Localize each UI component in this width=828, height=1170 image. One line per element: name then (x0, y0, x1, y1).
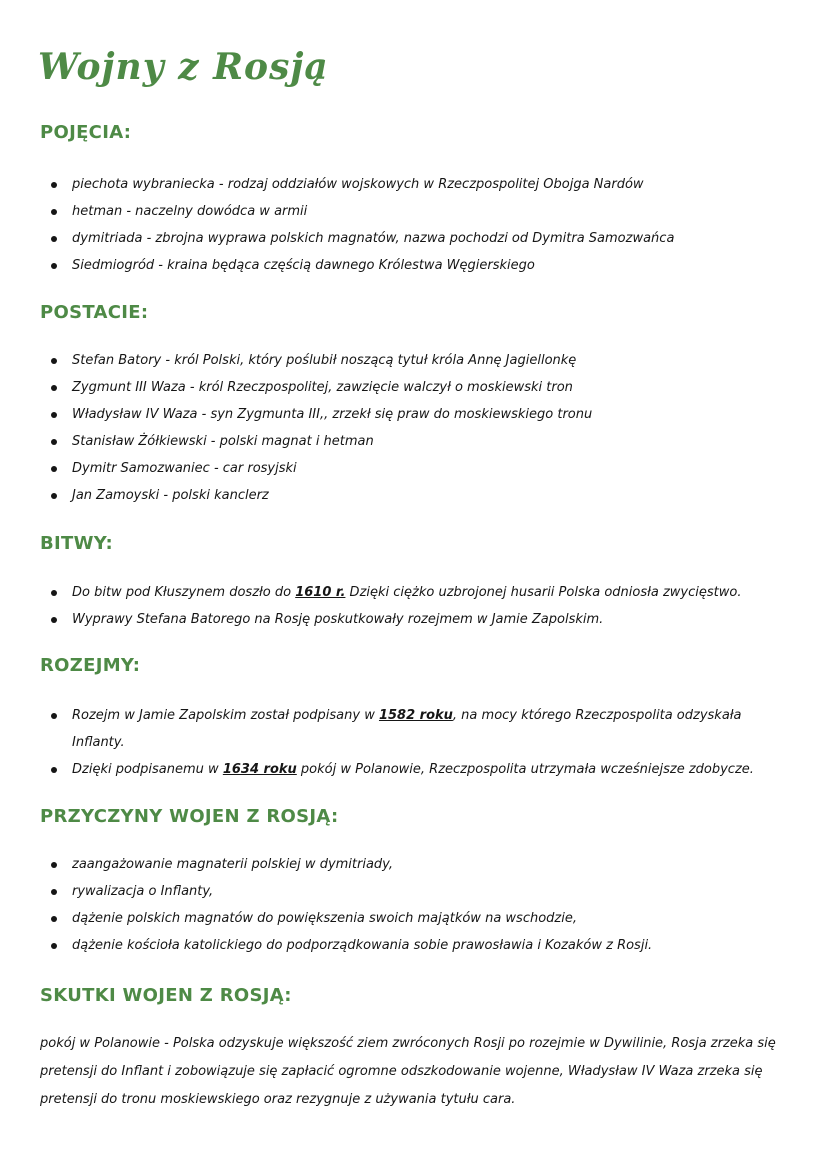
list-item: Stefan Batory - król Polski, który poślubił noszącą tytuł króla Annę Jagiellonkę (48, 347, 788, 374)
list-bitwy (48, 579, 788, 633)
list-item: Dymitr Samozwaniec - car rosyjski (48, 455, 788, 482)
heading-rozejmy: ROZEJMY: (40, 655, 141, 676)
list-item: Stanisław Żółkiewski - polski magnat i hetman (48, 428, 788, 455)
list-item-text: Rozejm w Jamie Zapolskim został podpisany w (72, 708, 379, 723)
list-item: piechota wybraniecka - rodzaj oddziałów wojskowych w Rzeczpospolitej Obojga Nardów (48, 171, 788, 198)
list-item: dymitriada - zbrojna wyprawa polskich magnatów, nazwa pochodzi od Dymitra Samozwańca (48, 225, 788, 252)
date-1634: 1634 roku (222, 762, 297, 777)
list-item: Siedmiogród - kraina będąca częścią dawnego Królestwa Węgierskiego (48, 252, 788, 279)
list-item: dążenie kościoła katolickiego do podporządkowania sobie prawosławia i Kozaków z Rosji. (48, 932, 788, 959)
list-przyczyny (48, 851, 788, 959)
skutki-paragraph: pokój w Polanowie - Polska odzyskuje większość ziem zwróconych Rosji po rozejmie w Dywilinie, Rosja zrzeka się pretensji do Inflant i zobowiązuje się zapłacić ogromne odszkodowanie wojenne, Władysław IV Waza zrzeka się pretensji do tronu moskiewskiego oraz rezygnuje z używania tytułu cara. (40, 1036, 776, 1107)
page-title: Wojny z Rosją (38, 46, 329, 88)
list-item: zaangażowanie magnaterii polskiej w dymitriady, (48, 851, 788, 878)
list-rozejmy (48, 702, 788, 783)
list-item-text: Dzięki podpisanemu w (72, 762, 223, 777)
list-item: Jan Zamoyski - polski kanclerz (48, 482, 788, 509)
list-pojecia (48, 171, 788, 279)
list-item: Zygmunt III Waza - król Rzeczpospolitej, zawzięcie walczył o moskiewski tron (48, 374, 788, 401)
list-item-text: Dzięki ciężko uzbrojonej husarii Polska odniosła zwycięstwo. (345, 585, 742, 600)
list-item-text: pokój w Polanowie, Rzeczpospolita utrzymała wcześniejsze zdobycze. (296, 762, 754, 777)
heading-przyczyny: PRZYCZYNY WOJEN Z ROSJĄ: (40, 806, 339, 827)
heading-bitwy: BITWY: (40, 533, 114, 554)
list-item (48, 579, 788, 606)
list-item-text: Do bitw pod Kłuszynem doszło do (72, 585, 296, 600)
list-item: Władysław IV Waza - syn Zygmunta III,, zrzekł się praw do moskiewskiego tronu (48, 401, 788, 428)
list-item: hetman - naczelny dowódca w armii (48, 198, 788, 225)
heading-postacie: POSTACIE: (40, 302, 149, 323)
list-item: rywalizacja o Inflanty, (48, 878, 788, 905)
heading-skutki: SKUTKI WOJEN Z ROSJĄ: (40, 985, 292, 1006)
list-item (48, 756, 788, 783)
date-1582: 1582 roku (378, 708, 453, 723)
list-item (48, 702, 788, 756)
list-item-text: , na mocy którego Rzeczpospolita odzyskała Inflanty. (72, 708, 742, 750)
list-item: Wyprawy Stefana Batorego na Rosję poskutkowały rozejmem w Jamie Zapolskim. (48, 606, 788, 633)
list-postacie (48, 347, 788, 509)
date-1610: 1610 r. (295, 585, 346, 600)
list-item: dążenie polskich magnatów do powiększenia swoich majątków na wschodzie, (48, 905, 788, 932)
heading-pojecia: POJĘCIA: (40, 122, 132, 143)
